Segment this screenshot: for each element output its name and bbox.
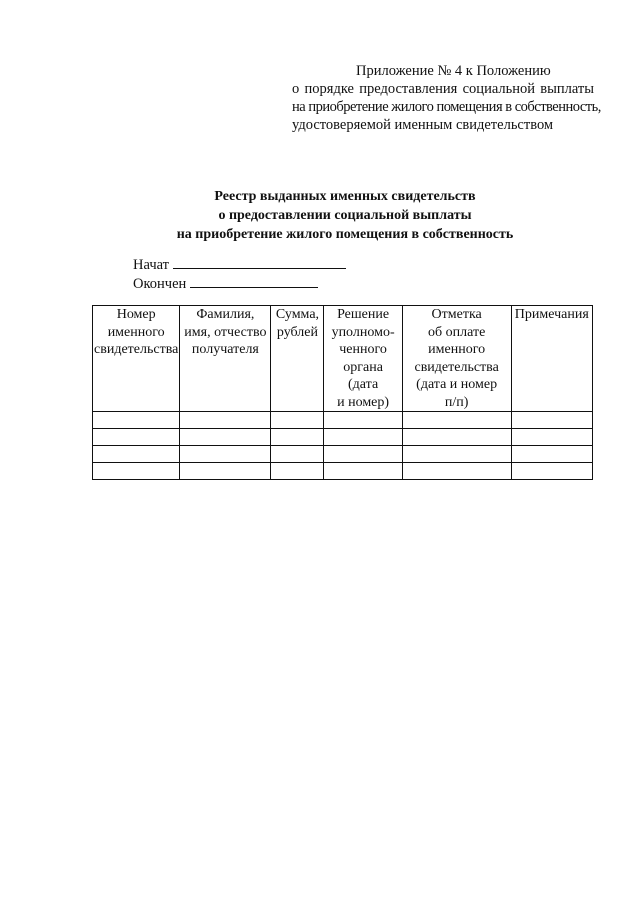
table-cell[interactable] [402, 463, 511, 480]
appendix-line-2: о порядке предоставления социальной выплаты [292, 81, 594, 97]
table-cell[interactable] [93, 463, 180, 480]
header-text: уполномо- [331, 324, 395, 340]
document-title [100, 187, 590, 244]
header-text: об оплате [428, 324, 486, 340]
header-text: имя, отчество [184, 324, 267, 340]
table-header-row [93, 306, 593, 412]
table-cell[interactable] [511, 463, 592, 480]
header-text: именного [428, 342, 486, 357]
title-line-3: на приобретение жилого помещения в собственность [176, 227, 514, 242]
table-cell[interactable] [324, 412, 402, 429]
appendix-line-1: Приложение № 4 к Положению [356, 63, 551, 79]
header-text: п/п) [444, 394, 469, 410]
header-text: свидетельства [94, 342, 179, 357]
header-recipient-name [180, 306, 271, 412]
table-cell[interactable] [93, 446, 180, 463]
started-row [133, 255, 346, 274]
table-cell[interactable] [93, 412, 180, 429]
header-text: (дата и номер [416, 377, 498, 392]
table-cell[interactable] [180, 463, 271, 480]
table-cell[interactable] [511, 446, 592, 463]
header-text: Примечания [514, 307, 589, 322]
header-text: свидетельства [414, 359, 499, 375]
header-notes [511, 306, 592, 412]
ended-row [133, 274, 346, 293]
header-text: Сумма, [275, 307, 320, 322]
table-cell[interactable] [180, 446, 271, 463]
title-line-1: Реестр выданных именных свидетельств [214, 189, 476, 204]
ended-blank-line[interactable] [190, 274, 318, 288]
header-text: Фамилия, [196, 307, 255, 322]
title-line-2: о предоставлении социальной выплаты [218, 208, 472, 223]
table-cell[interactable] [93, 429, 180, 446]
started-blank-line[interactable] [173, 255, 346, 269]
registry-table [92, 305, 593, 480]
table-cell[interactable] [511, 412, 592, 429]
appendix-line-4: удостоверяемой именным свидетельством [292, 117, 554, 133]
header-text: и номер) [337, 394, 390, 410]
ended-label: Окончен [133, 276, 187, 292]
header-payment-mark [402, 306, 511, 412]
header-certificate-number [93, 306, 180, 412]
table-cell[interactable] [180, 412, 271, 429]
table-cell[interactable] [511, 429, 592, 446]
appendix-header [292, 62, 601, 134]
header-text: органа [343, 359, 383, 375]
table-cell[interactable] [271, 412, 324, 429]
header-text: (дата [348, 377, 379, 392]
table-cell[interactable] [271, 429, 324, 446]
table-cell[interactable] [180, 429, 271, 446]
period-block [133, 255, 346, 293]
table-cell[interactable] [324, 463, 402, 480]
appendix-line-3: на приобретение жилого помещения в собственность, [292, 99, 601, 115]
table-row [93, 446, 593, 463]
header-text: Решение [337, 307, 390, 322]
header-text: именного [107, 324, 165, 340]
table-row [93, 412, 593, 429]
header-text: Номер [116, 307, 156, 322]
table-cell[interactable] [402, 429, 511, 446]
header-text: получателя [191, 342, 259, 357]
table-cell[interactable] [324, 446, 402, 463]
table-row [93, 463, 593, 480]
header-authority-decision [324, 306, 402, 412]
header-text: рублей [276, 324, 319, 340]
table-cell[interactable] [402, 412, 511, 429]
header-amount [271, 306, 324, 412]
table-cell[interactable] [324, 429, 402, 446]
header-text: Отметка [431, 307, 482, 322]
table-cell[interactable] [271, 463, 324, 480]
table-cell[interactable] [402, 446, 511, 463]
table-cell[interactable] [271, 446, 324, 463]
started-label: Начат [133, 257, 170, 273]
header-text: ченного [339, 342, 387, 357]
table-row [93, 429, 593, 446]
